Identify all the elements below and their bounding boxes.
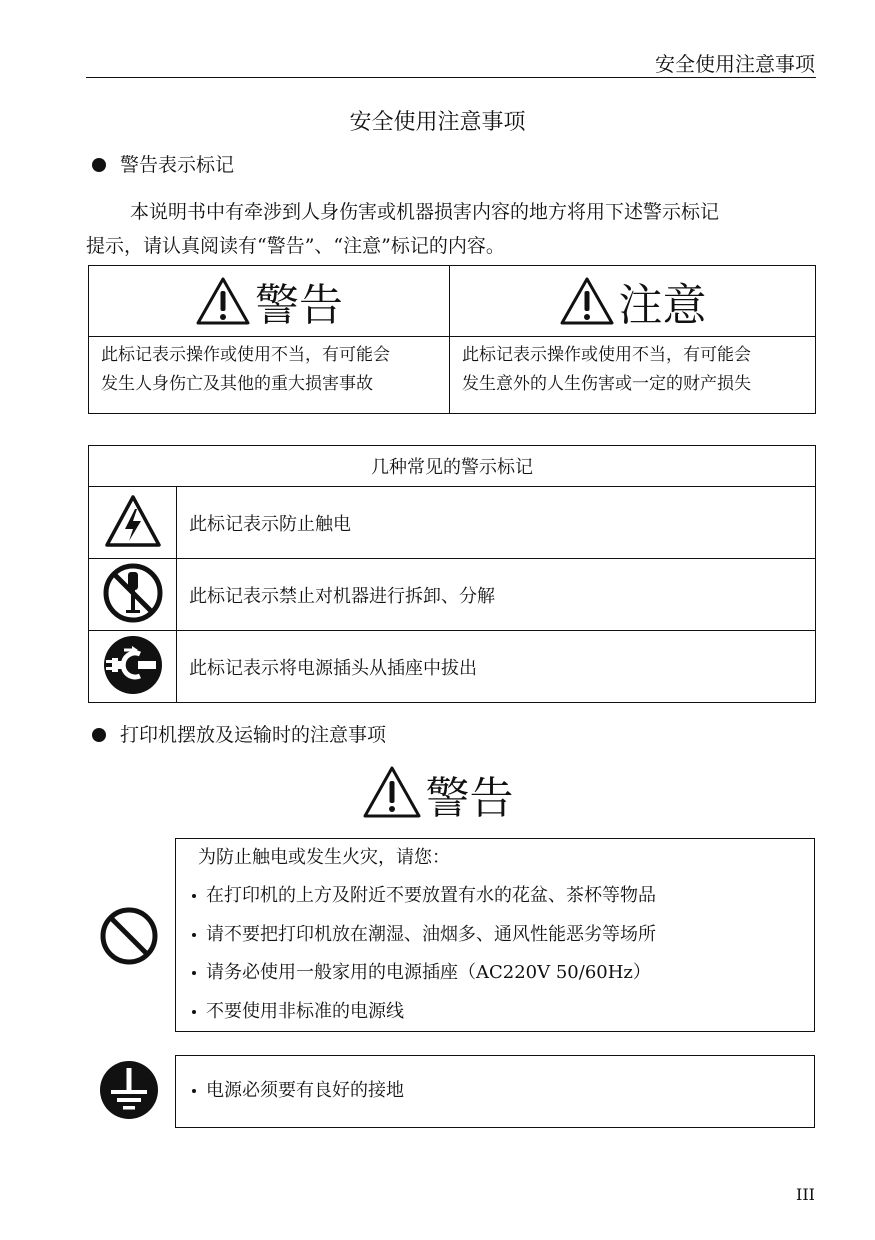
section-heading-text: 警告表示标记 [120, 154, 235, 176]
table-row [89, 487, 816, 559]
caution-sign-cell [450, 266, 816, 337]
caution-sign-label: 注意 [618, 280, 707, 331]
list-item: 请不要把打印机放在潮湿、油烟多、通风性能恶劣等场所 [192, 916, 656, 955]
desc-line: 此标记表示操作或使用不当，有可能会 [101, 345, 390, 365]
table-row [89, 631, 816, 703]
warning-banner [0, 762, 875, 826]
precautions-box [175, 838, 815, 1032]
mark-description: 此标记表示防止触电 [177, 487, 816, 559]
grounding-box [175, 1055, 815, 1128]
desc-line: 发生人身伤亡及其他的重大损害事故 [101, 374, 373, 394]
electric-shock-icon [103, 493, 163, 549]
caution-description [450, 337, 816, 414]
bullet-dot-icon [192, 894, 196, 898]
mark-description: 此标记表示将电源插头从插座中拔出 [177, 631, 816, 703]
warning-description [89, 337, 450, 414]
bullet-dot-icon [92, 728, 106, 742]
unplug-icon [102, 634, 164, 696]
bullet-dot-icon [192, 971, 196, 975]
intro-paragraph [86, 195, 816, 263]
list-item: 不要使用非标准的电源线 [192, 993, 656, 1032]
section-heading-placement [92, 720, 386, 747]
common-marks-heading: 几种常见的警示标记 [89, 446, 816, 487]
header-rule [86, 77, 816, 78]
running-header: 安全使用注意事项 [655, 52, 815, 76]
table-row [89, 559, 816, 631]
ground-icon [99, 1060, 159, 1120]
warning-triangle-icon [362, 765, 422, 819]
intro-line: 本说明书中有牵涉到人身伤害或机器损害内容的地方将用下述警示标记 [130, 201, 720, 223]
bullet-dot-icon [192, 933, 196, 937]
warning-caution-table [88, 265, 816, 414]
list-item: 请务必使用一般家用的电源插座（AC220V 50/60Hz） [192, 954, 656, 993]
warning-triangle-icon [559, 276, 615, 326]
page-title: 安全使用注意事项 [349, 110, 526, 135]
warning-triangle-icon [195, 276, 251, 326]
list-item: 电源必须要有良好的接地 [192, 1076, 404, 1102]
bullet-dot-icon [192, 1089, 196, 1093]
desc-line: 发生意外的人生伤害或一定的财产损失 [462, 374, 751, 394]
warning-sign-label: 警告 [255, 280, 343, 331]
precautions-list [192, 877, 656, 1031]
list-item: 在打印机的上方及附近不要放置有水的花盆、茶杯等物品 [192, 877, 656, 916]
page-number: III [796, 1185, 815, 1204]
bullet-dot-icon [92, 158, 106, 172]
section-heading-text: 打印机摆放及运输时的注意事项 [120, 724, 387, 746]
precautions-intro: 为防止触电或发生火灾，请您： [198, 847, 450, 868]
warning-sign-cell [89, 266, 450, 337]
desc-line: 此标记表示操作或使用不当，有可能会 [462, 345, 751, 365]
common-marks-table [88, 445, 816, 703]
warning-banner-label: 警告 [425, 773, 514, 824]
prohibition-icon [99, 906, 159, 966]
no-disassembly-icon [102, 562, 164, 624]
mark-description: 此标记表示禁止对机器进行拆卸、分解 [177, 559, 816, 631]
bullet-dot-icon [192, 1010, 196, 1014]
section-heading-warning-marks [92, 150, 234, 177]
intro-line: 提示，请认真阅读有“警告”、“注意”标记的内容。 [86, 235, 505, 257]
